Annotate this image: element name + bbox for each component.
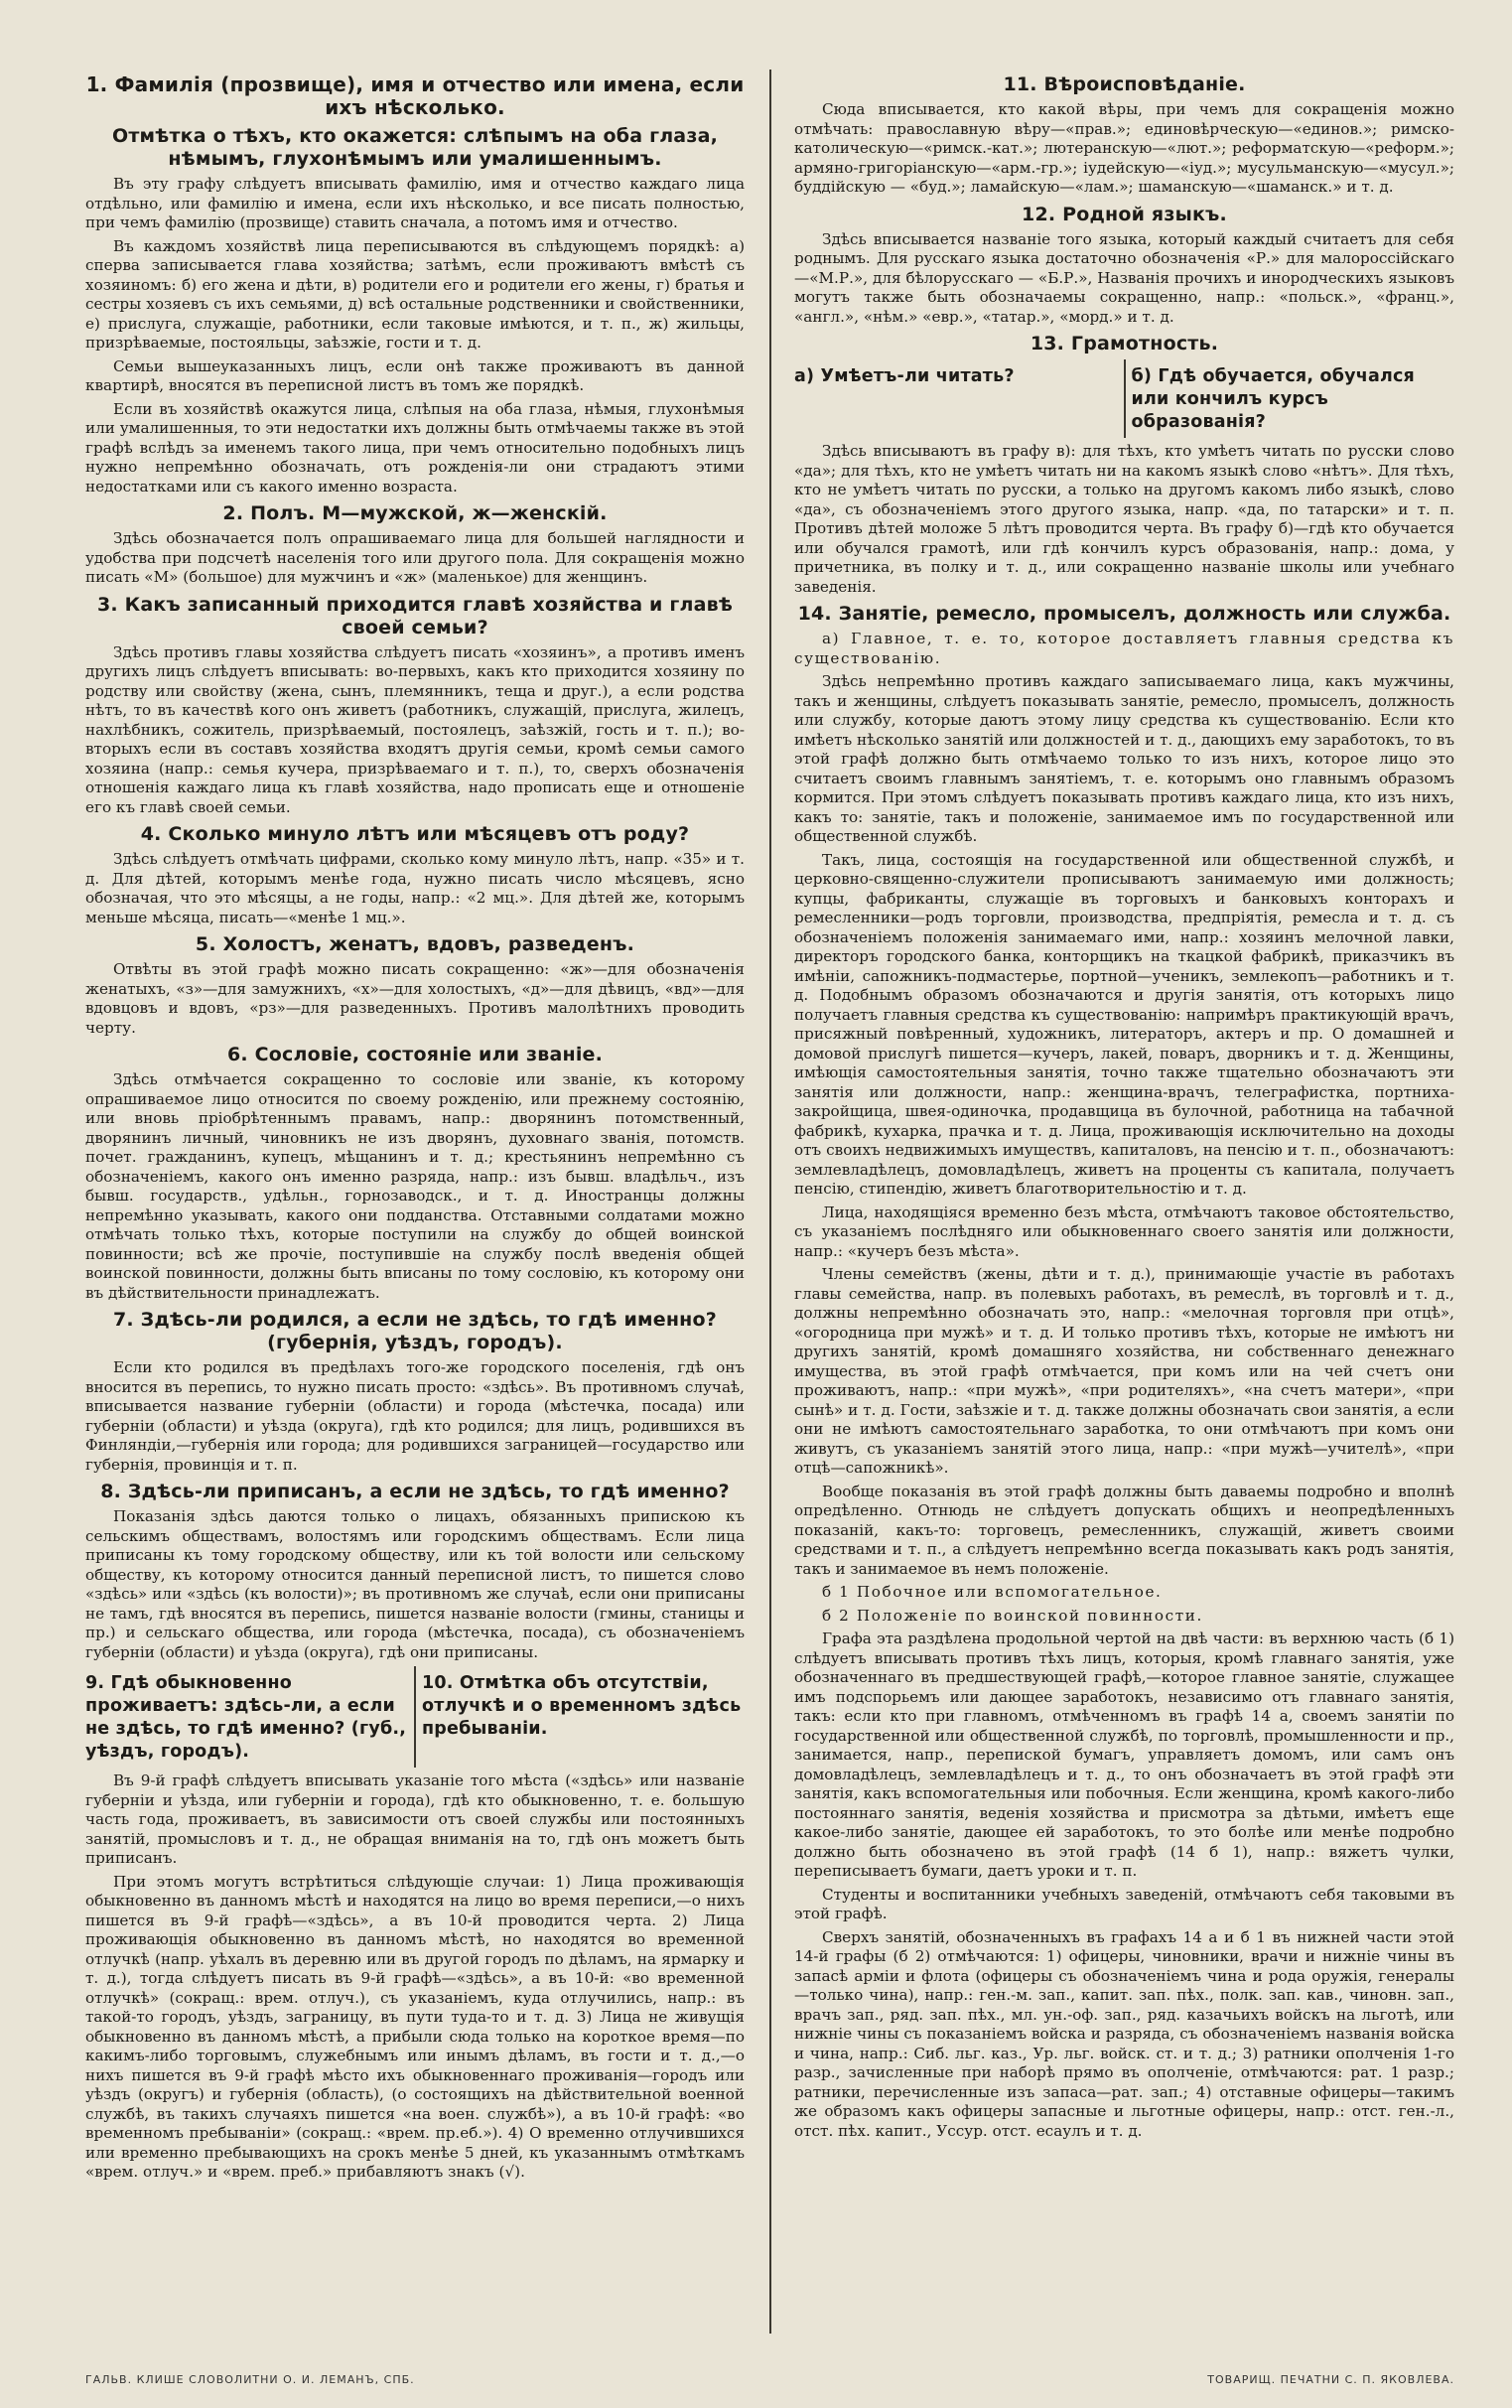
- paragraph: Здѣсь непремѣнно противъ каждаго записываемаго лица, какъ мужчины, такъ и женщины, слѣдуетъ показывать занятіе, ремесло, промыселъ, должность или службу, которые даютъ этому лицу средства къ существованію. Если кто имѣетъ нѣсколько занятій или должностей и т. д., дающихъ ему заработокъ, то въ этой графѣ должно быть отмѣчаемо только то изъ нихъ, которое лицо это считаетъ своимъ главнымъ занятіемъ, т. е. которымъ оно главнымъ образомъ кормится. При этомъ слѣдуетъ показывать противъ каждаго лица, кто изъ нихъ, какъ то: занятіе, такъ и положеніе, занимаемое имъ по государственной или общественной службѣ.: [794, 672, 1454, 845]
- paragraph: Здѣсь противъ главы хозяйства слѣдуетъ писать «хозяинъ», а противъ именъ другихъ лицъ слѣдуетъ вписывать: во-первыхъ, какъ кто приходится хозяину по родству или свойству (жена, сынъ, племянникъ, теща и друг.), а если родства нѣтъ, то въ качествѣ кого онъ живетъ (работникъ, служащій, прислуга, жилецъ, нахлѣбникъ, сожитель, призрѣваемый, постоялецъ, заѣзжій, гость и т. п.); во-вторыхъ если въ составъ хозяйства входятъ другія семьи, кромѣ семьи самого хозяина (напр.: семья кучера, призрѣваемаго и т. п.), то, сверхъ обозначенія отношенія каждаго лица къ главѣ хозяйства, надо прописать еще и отношеніе его къ главѣ своей семьи.: [85, 642, 745, 816]
- paragraph: Отвѣты въ этой графѣ можно писать сокращенно: «ж»—для обозначенія женатыхъ, «з»—для замужнихъ, «х»—для холостыхъ, «д»—для дѣвицъ, «вд»—для вдовцовъ и вдовъ, «рз»—для разведенныхъ. Противъ малолѣтнихъ проводить черту.: [85, 960, 745, 1037]
- paragraph: Здѣсь слѣдуетъ отмѣчать цифрами, сколько кому минуло лѣтъ, напр. «35» и т. д. Для дѣтей, которымъ менѣе года, нужно писать число мѣсяцевъ, ясно обозначая, что это мѣсяцы, а не годы, напр.: «2 мц.». Для дѣтей же, которымъ меньше мѣсяца, писать—«менѣе 1 мц.».: [85, 850, 745, 926]
- paragraph: Въ 9-й графѣ слѣдуетъ вписывать указаніе того мѣста («здѣсь» или названіе губерніи и уѣзда, или губерніи и города), гдѣ кто обыкновенно, т. е. большую часть года, проживаетъ, въ зависимости отъ своей службы или постоянныхъ занятій, промысловъ и т. д., не обращая вниманія на то, гдѣ онъ можетъ быть приписанъ.: [85, 1771, 745, 1867]
- paragraph: Въ эту графу слѣдуетъ вписывать фамилію, имя и отчество каждаго лица отдѣльно, или фамилію и имена, если ихъ нѣсколько, и все писать полностью, при чемъ фамилію (прозвище) ставить сначала, а потомъ имя и отчество.: [85, 175, 745, 231]
- paragraph: Здѣсь отмѣчается сокращенно то сословіе или званіе, къ которому опрашиваемое лицо относится по своему рожденію, или прежнему состоянію, или вновь пріобрѣтеннымъ правамъ, напр.: дворянинъ потомственный, дворянинъ личный, чиновникъ не изъ дворянъ, духовнаго званія, потомств. почет. гражданинъ, купецъ, мѣщанинъ и т. д.; крестьянинъ непремѣнно съ обозначеніемъ, какого онъ именно разряда, напр.: изъ бывш. владѣльч., изъ бывш. государств., удѣльн., горнозаводск., и т. д. Иностранцы должны непремѣнно указывать, какого они подданства. Отставными солдатами можно отмѣчать только тѣхъ, которые поступили на службу до общей воинской повинности; всѣ же прочіе, поступившіе на службу послѣ введенія общей воинской повинности, должны быть вписаны по тому сословію, къ которому они въ дѣйствительности принадлежатъ.: [85, 1070, 745, 1302]
- heading-4: 4. Сколько минуло лѣтъ или мѣсяцевъ отъ роду?: [140, 823, 690, 845]
- heading-6: 6. Сословіе, состояніе или званіе.: [226, 1044, 604, 1065]
- paragraph: Лица, находящіяся временно безъ мѣста, отмѣчаютъ таковое обстоятельство, съ указаніемъ послѣдняго или обыкновеннаго своего занятія или должности, напр.: «кучеръ безъ мѣста».: [794, 1203, 1454, 1260]
- right-column: [794, 68, 1454, 2348]
- heading-10: 10. Отмѣтка объ отсутствіи, отлучкѣ и о временномъ здѣсь пребываніи.: [422, 1673, 742, 1739]
- heading-13: 13. Грамотность.: [1030, 333, 1219, 354]
- heading-1b: Отмѣтка о тѣхъ, кто окажется: слѣпымъ на оба глаза, нѣмымъ, глухонѣмымъ или умалишеннымъ.: [111, 125, 719, 170]
- cell-13a: [794, 359, 1124, 438]
- heading-2: 2. Полъ. М—мужской, ж—женскій.: [222, 502, 608, 524]
- paragraph: Сюда вписывается, кто какой вѣры, при чемъ для сокращенія можно отмѣчать: православную вѣру—«прав.»; единовѣрческую—«единов.»; римско-католическую—«римск.-кат.»; лютеранскую—«лют.»; реформатскую—«реформ.»; армяно-григоріанскую—«арм.-гр.»; іудейскую—«іуд.»; мусульманскую—«мусул.»; буддійскую — «буд.»; ламайскую—«лам.»; шаманскую—«шаманск.» и т. д.: [794, 100, 1454, 196]
- heading-5: 5. Холостъ, женатъ, вдовъ, разведенъ.: [195, 933, 635, 955]
- paragraph: Семьи вышеуказанныхъ лицъ, если онѣ также проживаютъ въ данной квартирѣ, вносятся въ переписной листъ въ томъ же порядкѣ.: [85, 356, 745, 394]
- two-cell-heading-row: [794, 359, 1454, 438]
- paragraph: Если въ хозяйствѣ окажутся лица, слѣпыя на оба глаза, нѣмыя, глухонѣмыя или умалишенныя, то эти недостатки ихъ должны быть отмѣчаемы также въ этой графѣ вслѣдъ за именемъ такого лица, при чемъ относительно подобныхъ лицъ нужно непремѣнно обозначать, отъ рожденія-ли они страдаютъ этими недостатками или съ какого именно возраста.: [85, 399, 745, 496]
- footer-printer-right: ТОВАРИЩ. ПЕЧАТНИ С. П. ЯКОВЛЕВА.: [1207, 2373, 1454, 2386]
- subheading-14b2: б 2 Положеніе по воинской повинности.: [822, 1606, 1203, 1625]
- paragraph: При этомъ могутъ встрѣтиться слѣдующіе случаи: 1) Лица проживающія обыкновенно въ данномъ мѣстѣ и находятся на лицо во время переписи,—о нихъ пишется въ 9-й графѣ—«здѣсь», а въ 10-й проводится черта. 2) Лица проживающія обыкновенно въ данномъ мѣстѣ, но находятся во временной отлучкѣ (напр. уѣхалъ въ деревню или въ другой городъ по дѣламъ, на ярмарку и т. д.), тогда слѣдуетъ писать въ 9-й графѣ—«здѣсь», а въ 10-й: «во временной отлучкѣ» (сокращ.: врем. отлуч.), съ указаніемъ, куда отлучились, напр.: въ такой-то городъ, уѣздъ, заграницу, въ пути туда-то и т. д. 3) Лица не живущія обыкновенно въ данномъ мѣстѣ, а прибыли сюда только на короткое время—по какимъ-либо торговымъ, служебнымъ или инымъ дѣламъ, въ гости и т. д.,—о нихъ пишется въ 9-й графѣ мѣсто ихъ обыкновеннаго проживанія—городъ или уѣздъ (округъ) и губернія (область), (о состоящихъ на дѣйствительной военной службѣ, въ такихъ случаяхъ пишется «на воен. службѣ»), а въ 10-й графѣ: «во временномъ пребываніи» (сокращ.: «врем. пр.еб.»). 4) О временно отлучившихся или временно пребывающихъ на срокъ менѣе 5 дней, къ указаннымъ отмѣткамъ «врем. отлуч.» и «врем. преб.» прибавляютъ знакъ (√).: [85, 1872, 745, 2181]
- heading-12: 12. Родной языкъ.: [1022, 203, 1227, 225]
- heading-14: 14. Занятіе, ремесло, промыселъ, должность или служба.: [797, 603, 1451, 625]
- paragraph: Графа эта раздѣлена продольной чертой на двѣ части: въ верхнюю часть (б 1) слѣдуетъ вписывать противъ тѣхъ лицъ, которыя, кромѣ главнаго занятія, уже обозначеннаго въ предшествующей графѣ,—которое главное занятіе, служащее имъ подспорьемъ или дающее заработокъ, независимо отъ главнаго занятія, такъ: если кто при главномъ, отмѣченномъ въ графѣ 14 а, своемъ занятіи по государственной или общественной службѣ, по торговлѣ, промышленности и пр., занимается, напр., перепиской бумагъ, управляетъ домомъ, или самъ онъ домовладѣлецъ, землевладѣлецъ и т. д., то онъ обозначаетъ въ этой графѣ эти занятія, какъ вспомогательныя или побочныя. Если женщина, кромѣ какого-либо постояннаго занятія, веденія хозяйства и присмотра за дѣтьми, имѣетъ еще какое-либо занятіе, дающее ей заработокъ, то это болѣе или менѣе подробно должно быть обозначено въ этой графѣ (14 б 1), напр.: вяжетъ чулки, переписываетъ бумаги, даетъ уроки и т. п.: [794, 1629, 1454, 1880]
- cell-10: [414, 1666, 745, 1768]
- paragraph: Въ каждомъ хозяйствѣ лица переписываются въ слѣдующемъ порядкѣ: а) сперва записывается глава хозяйства; затѣмъ, если проживаютъ вмѣстѣ съ хозяиномъ: б) его жена и дѣти, в) родители его и родители его жены, г) братья и сестры хозяевъ съ ихъ семьями, д) всѣ остальные родственники и свойственники, е) прислуга, служащіе, работники, если таковые имѣются, и т. п., ж) жильцы, призрѣваемые, постояльцы, заѣзжіе, гости и т. д.: [85, 236, 745, 352]
- paragraph: Такъ, лица, состоящія на государственной или общественной службѣ, и церковно-священно-служители прописываютъ занимаемую ими должность; купцы, фабриканты, служащіе въ торговыхъ и банковыхъ конторахъ и ремесленники—родъ торговли, производства, предпріятія, ремесла и т. д. съ обозначеніемъ положенія занимаемаго ими, напр.: хозяинъ мелочной лавки, директоръ городского банка, конторщикъ на ткацкой фабрикѣ, приказчикъ въ имѣніи, сапожникъ-подмастерье, портной—ученикъ, землекопъ—работникъ и т. д. Подобнымъ образомъ обозначаются и другія занятія, отъ которыхъ лицо получаетъ главныя средства къ существованію: напримѣръ практикующій врачъ, присяжный повѣренный, художникъ, литераторъ, актеръ и пр. О домашней и домовой прислугѣ пишется—кучеръ, лакей, поваръ, дворникъ и т. д. Женщины, имѣющія самостоятельныя занятія, точно также тщательно обозначаютъ эти занятія или должности, напр.: женщина-врачъ, телеграфистка, портниха-закройщица, швея-одиночка, продавщица въ булочной, работница на табачной фабрикѣ, кухарка, прачка и т. д. Лица, проживающія исключительно на доходы отъ своихъ недвижимыхъ имуществъ, капиталовъ, на пенсію и т. п., обозначаютъ: землевладѣлецъ, домовладѣлецъ, живетъ на проценты съ капитала, получаетъ пенсію, стипендію, живетъ благотворительностію и т. д.: [794, 850, 1454, 1198]
- paragraph: Здѣсь вписывается названіе того языка, который каждый считаетъ для себя роднымъ. Для русскаго языка достаточно обозначенія «Р.» для малороссійскаго—«М.Р.», для бѣлорусскаго — «Б.Р.», Названія прочихъ и инородческихъ языковъ могутъ также быть обозначаемы сокращенно, напр.: «польск.», «франц.», «англ.», «нѣм.» «евр.», «татар.», «морд.» и т. д.: [794, 229, 1454, 326]
- two-cell-heading-row: [85, 1666, 745, 1768]
- paragraph: Здѣсь вписываютъ въ графу в): для тѣхъ, кто умѣетъ читать по русски слово «да»; для тѣхъ, кто не умѣетъ читать ни на какомъ языкѣ слово «нѣтъ». Для тѣхъ, кто не умѣетъ читать по русски, а только на другомъ какомъ либо языкѣ, слово «да», съ обозначеніемъ этого другого языка, напр. «да, по татарски» и т. п. Противъ дѣтей моложе 5 лѣтъ проводится черта. Въ графу б)—гдѣ кто обучается или обучался грамотѣ, или гдѣ кончилъ курсъ образованія, напр.: дома, у причетника, въ полку и т. д., или сокращенно названіе школы или учебнаго заведенія.: [794, 442, 1454, 596]
- column-divider: [769, 70, 771, 2334]
- subheading-14b1: б 1 Побочное или вспомогательное.: [822, 1583, 1163, 1601]
- heading-3: 3. Какъ записанный приходится главѣ хозяйства и главѣ своей семьи?: [96, 593, 734, 638]
- paragraph: Если кто родился въ предѣлахъ того-же городского поселенія, гдѣ онъ вносится въ перепись, то нужно писать просто: «здѣсь». Въ противномъ случаѣ, вписывается название губерніи (области) и города (мѣстечка, посада) или губерніи (области) и уѣзда (округа), гдѣ кто родился; для лицъ, родившихся въ Финляндіи,—губернія или города; для родившихся заграницей—государство или губернія, провинція и т. п.: [85, 1358, 745, 1474]
- footer-printer-left: ГАЛЬВ. КЛИШЕ СЛОВОЛИТНИ О. И. ЛЕМАНЪ, СПБ.: [85, 2373, 415, 2386]
- paragraph: Члены семействъ (жены, дѣти и т. д.), принимающіе участіе въ работахъ главы семейства, напр. въ полевыхъ работахъ, въ ремеслѣ, въ торговлѣ и т. д., должны непремѣнно обозначать это, напр.: «мелочная торговля при отцѣ», «огородница при мужѣ» и т. д. И только противъ тѣхъ, которые не имѣютъ ни другихъ занятій, кромѣ домашняго хозяйства, ни собственнаго денежнаго имущества, въ этой графѣ отмѣчается, при комъ или на чей счетъ они проживаютъ, напр.: «при мужѣ», «при родителяхъ», «на счетъ матери», «при сынѣ» и т. д. Гости, заѣзжіе и т. д. также должны обозначать свои занятія, а если они не имѣютъ самостоятельнаго заработка, то они отмѣчаютъ при комъ они живутъ, съ указаніемъ занятій этого лица, напр.: «при мужѣ—учителѣ», «при отцѣ—сапожникѣ».: [794, 1265, 1454, 1477]
- paragraph: Здѣсь обозначается полъ опрашиваемаго лица для большей наглядности и удобства при подсчетѣ населенія того или другого пола. Для сокращенія можно писать «М» (большое) для мужчинъ и «ж» (маленькое) для женщинъ.: [85, 529, 745, 586]
- cell-9: [85, 1666, 414, 1768]
- heading-8: 8. Здѣсь-ли приписанъ, а если не здѣсь, то гдѣ именно?: [100, 1481, 730, 1502]
- heading-13b: б) Гдѣ обучается, обучался или кончилъ курсъ образованія?: [1131, 366, 1415, 432]
- heading-7: 7. Здѣсь-ли родился, а если не здѣсь, то гдѣ именно? (губернія, уѣздъ, городъ).: [113, 1309, 717, 1353]
- heading-13a: а) Умѣетъ-ли читать?: [794, 366, 1015, 386]
- paragraph: Студенты и воспитанники учебныхъ заведеній, отмѣчаютъ себя таковыми въ этой графѣ.: [794, 1885, 1454, 1922]
- paragraph: Вообще показанія въ этой графѣ должны быть даваемы подробно и вполнѣ опредѣленно. Отнюдь не слѣдуетъ допускать общихъ и неопредѣленныхъ показаній, какъ-то: торговецъ, ремесленникъ, служащій, живетъ своими средствами и т. п., а слѣдуетъ непремѣнно всегда показывать какъ родъ занятія, такъ и занимаемое въ немъ положеніе.: [794, 1482, 1454, 1578]
- paragraph: Сверхъ занятій, обозначенныхъ въ графахъ 14 а и б 1 въ нижней части этой 14-й графы (б 2) отмѣчаются: 1) офицеры, чиновники, врачи и нижніе чины въ запасѣ арміи и флота (офицеры съ обозначеніемъ чина и рода оружія, генералы—только чина), напр.: ген.-м. зап., капит. зап. пѣх., полк. зап. кав., чиновн. зап., врачъ зап., ряд. зап. пѣх., мл. ун.-оф. зап., ряд. казачьихъ войскъ на льготѣ, или нижніе чины съ показаніемъ войска и разряда, съ обозначеніемъ названія войска и чина, напр.: Сиб. льг. каз., Ур. льг. войск. ст. и т. д.; 3) ратники ополченія 1-го разр., зачисленные при наборѣ прямо въ ополченіе, отмѣчаются: рат. 1 разр.; ратники, перечисленные изъ запаса—рат. зап.; 4) отставные офицеры—такимъ же образомъ какъ офицеры запасные и льготные офицеры, напр.: отст. ген.-л., отст. пѣх. капит., Уссур. отст. есаулъ и т. д.: [794, 1927, 1454, 2140]
- heading-11: 11. Вѣроисповѣданіе.: [1003, 73, 1246, 95]
- subheading-14a: а) Главное, т. е. то, которое доставляетъ главныя средства къ существованію.: [794, 630, 1454, 667]
- heading-1: 1. Фамилія (прозвище), имя и отчество или имена, если ихъ нѣсколько.: [85, 72, 745, 119]
- cell-13b: [1124, 359, 1455, 438]
- heading-9: 9. Гдѣ обыкновенно проживаетъ: здѣсь-ли, а если не здѣсь, то гдѣ именно? (губ., уѣздъ, городъ).: [85, 1673, 407, 1762]
- left-column: [85, 68, 745, 2348]
- paragraph: Показанія здѣсь даются только о лицахъ, обязанныхъ припискою къ сельскимъ обществамъ, волостямъ или городскимъ обществамъ. Если лица приписаны къ тому городскому обществу, или къ той волости или сельскому обществу, къ которому относится данный переписной листъ, то пишется слово «здѣсь» или «здѣсь (къ волости)»; въ противномъ же случаѣ, если они приписаны не тамъ, гдѣ вносятся въ перепись, пишется названіе волости (гмины, станицы и пр.) и сельскаго общества, или города (мѣстечка, посада), съ обозначеніемъ губерніи (области) и уѣзда (округа), гдѣ они приписаны.: [85, 1507, 745, 1661]
